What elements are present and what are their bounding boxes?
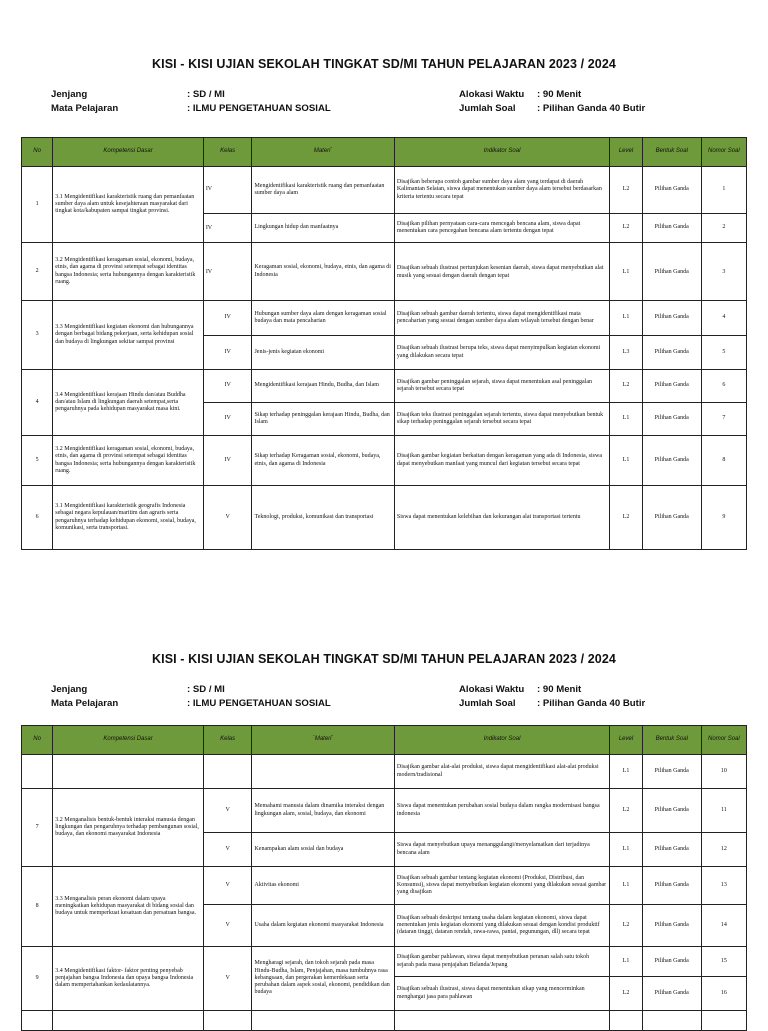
cell-bentuk: Pilihan Ganda	[642, 905, 701, 947]
cell-bentuk: Pilihan Ganda	[642, 243, 701, 301]
cell-materi: Hubungan sumber daya alam dengan keragaman sosial budaya dan mata pencaharian	[252, 301, 394, 336]
table-row	[22, 370, 747, 403]
cell-no: 9	[22, 947, 53, 1011]
col-bentuk: Bentuk Soal	[642, 138, 701, 167]
cell-bentuk: Pilihan Ganda	[642, 947, 701, 977]
table-row	[22, 867, 747, 905]
cell-indikator: Disajikan pilihan pernyataan cara-cara mencegah bencana alam, siswa dapat menentukan cara pencegahan bencana alam tertentu dengan tepat	[394, 214, 609, 243]
cell-nomor: 3	[701, 243, 746, 301]
table-row	[22, 243, 747, 301]
cell-level: L2	[610, 977, 642, 1011]
cell-indikator: Siswa dapat menentukan perubahan sosial budaya dalam rangka modernisasi bangsa indonesia	[394, 789, 609, 833]
cell-materi: Mengidentifikasi kerajaan Hindu, Budha, dan Islam	[252, 370, 394, 403]
cell-kelas: IV	[203, 436, 252, 486]
cell-kd: 3.3 Menganalisis peran ekonomi dalam upaya meningkatkan kehidupan masyarakat di bidang sosial dan budaya untuk memperkuat kesatuan dan persatuan bangsa.	[53, 867, 204, 947]
col-kelas: Kelas	[203, 138, 252, 167]
cell-nomor: 1	[701, 167, 746, 214]
col-kompetensi: Kompetensi Dasar	[53, 138, 204, 167]
cell-indikator: Disajikan sebuah ilustrasi pertunjukan kesenian daerah, siswa dapat menyebutkan alat musik yang sesuai dengan daerah dengan tepat	[394, 243, 609, 301]
cell-no: 6	[22, 486, 53, 550]
document-title: KISI - KISI UJIAN SEKOLAH TINGKAT SD/MI TAHUN PELAJARAN 2023 / 2024	[152, 57, 616, 71]
cell-level: L2	[610, 370, 642, 403]
cell-level: L2	[610, 214, 642, 243]
col-kompetensi: Kompetensi Dasar	[53, 726, 204, 755]
cell-kelas	[203, 755, 252, 789]
cell-no: 1	[22, 167, 53, 243]
cell-indikator: Disajikan sebuah ilustrasi, siswa dapat menentukan sikap yang mencerminkan menghargai jasa para pahlawan	[394, 977, 609, 1011]
cell-level: L2	[610, 905, 642, 947]
col-no: No	[22, 726, 53, 755]
cell-indikator: Siswa dapat menyebutkan upaya menanggulangi/menyelamatkan dari terjadinya bencana alam	[394, 833, 609, 867]
cell-bentuk: Pilihan Ganda	[642, 167, 701, 214]
cell-indikator: Disajikan sebuah gambar tentang kegiatan ekonomi (Produksi, Distribusi, dan Konsumsi), siswa dapat menyebutkan kegiatan ekonomi yang dilakukan sesuai gambar yang disajikan	[394, 867, 609, 905]
cell-kd: 3.3 Mengidentifikasi kegiatan ekonomi dan hubungannya dengan berbagai bidang pekerjaan, serta kehidupan sosial dan budaya di lingkungan sekitar sampai provinsi	[53, 301, 204, 370]
cell-no: 5	[22, 436, 53, 486]
cell-level: L1	[610, 301, 642, 336]
cell-level: L1	[610, 867, 642, 905]
kisi-table	[21, 725, 747, 1031]
cell-level: L1	[610, 755, 642, 789]
cell-materi: Usaha dalam kegiatan ekonomi masyarakat Indonesia	[252, 905, 394, 947]
cell-nomor: 14	[701, 905, 746, 947]
cell-bentuk: Pilihan Ganda	[642, 867, 701, 905]
cell-nomor: 15	[701, 947, 746, 977]
cell-level: L1	[610, 436, 642, 486]
cell-materi: Teknologi, produksi, komunikasi dan transportasi	[252, 486, 394, 550]
jenjang-label: Jenjang	[51, 89, 88, 100]
cell-bentuk: Pilihan Ganda	[642, 214, 701, 243]
cell-bentuk: Pilihan Ganda	[642, 833, 701, 867]
cell-bentuk: Pilihan Ganda	[642, 789, 701, 833]
jumlah-label: Jumlah Soal	[459, 698, 516, 709]
cell-no: 2	[22, 243, 53, 301]
cell-kelas: V	[203, 905, 252, 947]
document-title: KISI - KISI UJIAN SEKOLAH TINGKAT SD/MI TAHUN PELAJARAN 2023 / 2024	[152, 652, 616, 666]
cell-nomor: 10	[701, 755, 746, 789]
jumlah-value: : Pilihan Ganda 40 Butir	[537, 103, 646, 114]
cell-nomor: 13	[701, 867, 746, 905]
cell-nomor: 5	[701, 336, 746, 370]
cell-indikator: Disajikan teks ilustrasi peninggalan sejarah tertentu, siswa dapat menyebutkan bentuk sikap terhadap peninggalan sejarah tersebut secara tepat	[394, 403, 609, 436]
cell-kd: 3.1 Mengidentifikasi karakteristik ruang dan pemanfaatan sumber daya alam untuk kesejahteraan masyarakat dari tingkat kota/kabupaten sampai tingkat provinsi.	[53, 167, 204, 243]
cell-no: 8	[22, 867, 53, 947]
cell-bentuk: Pilihan Ganda	[642, 403, 701, 436]
cell-nomor: 4	[701, 301, 746, 336]
cell-indikator: Disajikan sebuah deskripsi tentang usaha dalam kegiatan ekonomi, siswa dapat menentukan jenis kegiatan ekonomi yang dilakukan sesuai dengan kondisi produktif (dataran tinggi, dataran rendah, rawa-rawa, pantai, pegunungan, dll) secara tepat	[394, 905, 609, 947]
alokasi-value: : 90 Menit	[537, 89, 582, 100]
cell-bentuk: Pilihan Ganda	[642, 336, 701, 370]
cell-kd: 3.4 Mengidentifikasi kerajaan Hindu dan/atau Buddha dan/atau Islam di lingkungan daerah setempat,serta pengaruhnya pada kehidupan masyarakat masa kini.	[53, 370, 204, 436]
cell-indikator: Disajikan gambar kegiatan berkaitan dengan keragaman yang ada di Indonesia, siswa dapat menyebutkan manfaat yang muncul dari kegiatan tersebut secara tepat	[394, 436, 609, 486]
cell-materi: Aktivitas ekonomi	[252, 867, 394, 905]
cell-indikator: Disajikan beberapa contoh gambar sumber daya alam yang terdapat di daerah Kalimantan Selatan, siswa dapat menentukan sumber daya alam tersebut berdasarkan kriteria tertentu secara tepat	[394, 167, 609, 214]
table-row	[22, 486, 747, 550]
cell-kd	[53, 755, 204, 789]
cell-kelas: IV	[203, 167, 252, 214]
table-row	[22, 789, 747, 833]
cell-nomor: 2	[701, 214, 746, 243]
cell-nomor: 11	[701, 789, 746, 833]
table-header-row	[22, 726, 747, 755]
col-indikator: Indikator Soal	[394, 138, 609, 167]
cell-bentuk: Pilihan Ganda	[642, 436, 701, 486]
cell-bentuk: Pilihan Ganda	[642, 370, 701, 403]
cell-nomor: 9	[701, 486, 746, 550]
mapel-value: : ILMU PENGETAHUAN SOSIAL	[187, 103, 331, 114]
col-materi: `Materi`	[252, 726, 394, 755]
cell-materi: Mengidentifikasi karakteristik ruang dan pemanfaatan sumber daya alam	[252, 167, 394, 214]
col-indikator: Indikator Soal	[394, 726, 609, 755]
col-nomor: Nomor Soal	[701, 726, 746, 755]
cell-materi: Mengharagi sejarah, dan tokoh sejarah pada masa Hindu-Budha, Islam, Penjajahan, masa tumbuhnya rasa kebangsaan, dan pergerakan kemerdekaan serta perubahan dalam aspek sosial, ekonomi, pendidikan dan budaya	[252, 947, 394, 1011]
table-row	[22, 947, 747, 977]
col-level: Level	[610, 138, 642, 167]
col-nomor: Nomor Soal	[701, 138, 746, 167]
cell-no: 3	[22, 301, 53, 370]
cell-kd: 3.2 Mengidentifikasi keragaman sosial, ekonomi, budaya, etnis, dan agama di provinsi setempat sebagai identitas bangsa Indonesia; serta hubungannya dengan karakteristik ruang.	[53, 243, 204, 301]
jenjang-label: Jenjang	[51, 684, 88, 695]
jumlah-label: Jumlah Soal	[459, 103, 516, 114]
cell-indikator: Siswa dapat menentukan kelebihan dan kekurangan alat transportasi tertentu	[394, 486, 609, 550]
cell-kd: 3.4 Mengidentifikasi faktor- faktor penting penyebab penjajahan bangsa Indonesia dan upaya bangsa Indonesia dalam mempertahankan kedaulatannya.	[53, 947, 204, 1011]
col-no: No	[22, 138, 53, 167]
cell-no	[22, 755, 53, 789]
cell-materi: Keragaman sosial, ekonomi, budaya, etnis, dan agama di Indonesia	[252, 243, 394, 301]
cell-level: L1	[610, 947, 642, 977]
cell-kelas: IV	[203, 214, 252, 243]
cell-nomor: 16	[701, 977, 746, 1011]
cell-level: L3	[610, 336, 642, 370]
cell-kelas: IV	[203, 336, 252, 370]
cell-kelas: V	[203, 833, 252, 867]
cell-materi: Sikap terhadap Keragaman sosial, ekonomi, budaya, etnis, dan agama di Indonesia	[252, 436, 394, 486]
cell-indikator: Disajikan gambar pahlawan, siswa dapat menyebutkan peranan salah satu tokoh sejarah pada masa penjajahan Belanda/Jepang	[394, 947, 609, 977]
cell-materi: Memahami manusia dalam dinamika interaksi dengan lingkungan alam, sosial, budaya, dan ekonomi	[252, 789, 394, 833]
cell-kelas: IV	[203, 370, 252, 403]
cell-level: L1	[610, 403, 642, 436]
cell-kelas: IV	[203, 403, 252, 436]
table-row	[22, 301, 747, 336]
table-row	[22, 436, 747, 486]
cell-nomor: 7	[701, 403, 746, 436]
mapel-value: : ILMU PENGETAHUAN SOSIAL	[187, 698, 331, 709]
cell-kd: 3.1 Mengidentifikasi karakteristik geografis Indonesia sebagai negara kepulauan/maritim dan agraris serta pengaruhnya terhadap kehidupan ekonomi, sosial, budaya, komunikasi, serta transportasi.	[53, 486, 204, 550]
cell-indikator: Disajikan sebuah ilustrasi berupa teks, siswa dapat menyimpulkan kegiatan ekonomi yang dilakukan secara tepat	[394, 336, 609, 370]
table-row	[22, 1011, 747, 1031]
col-bentuk: Bentuk Soal	[642, 726, 701, 755]
cell-materi	[252, 755, 394, 789]
cell-kd: 3.2 Mengidentifikasi keragaman sosial, ekonomi, budaya, etnis, dan agama di provinsi setempat sebagai identitas bangsa Indonesia; serta hubungannya dengan karakteristik ruang.	[53, 436, 204, 486]
mapel-label: Mata Pelajaran	[51, 698, 119, 709]
cell-no: 4	[22, 370, 53, 436]
col-level: Level	[610, 726, 642, 755]
cell-nomor: 8	[701, 436, 746, 486]
cell-materi: Lingkungan hidup dan manfaatnya	[252, 214, 394, 243]
cell-kelas: V	[203, 867, 252, 905]
cell-kelas: V	[203, 789, 252, 833]
cell-level: L1	[610, 833, 642, 867]
cell-nomor: 12	[701, 833, 746, 867]
col-kelas: Kelas	[203, 726, 252, 755]
table-row	[22, 167, 747, 214]
mapel-label: Mata Pelajaran	[51, 103, 119, 114]
alokasi-value: : 90 Menit	[537, 684, 582, 695]
cell-level: L2	[610, 789, 642, 833]
cell-nomor: 6	[701, 370, 746, 403]
col-materi: Materi`	[252, 138, 394, 167]
cell-materi: Jenis-jenis kegiatan ekonomi	[252, 336, 394, 370]
cell-bentuk: Pilihan Ganda	[642, 301, 701, 336]
cell-bentuk: Pilihan Ganda	[642, 486, 701, 550]
cell-bentuk: Pilihan Ganda	[642, 977, 701, 1011]
cell-kelas: IV	[203, 243, 252, 301]
cell-kd: 3.2 Menganalisis bentuk-bentuk interaksi manusia dengan lingkungan dan pengaruhnya terhadap pembangunan sosial, budaya, dan ekonomi masyarakat Indonesia	[53, 789, 204, 867]
jenjang-value: : SD / MI	[187, 684, 225, 695]
kisi-table	[21, 137, 747, 550]
alokasi-label: Alokasi Waktu	[459, 89, 525, 100]
cell-bentuk: Pilihan Ganda	[642, 755, 701, 789]
alokasi-label: Alokasi Waktu	[459, 684, 525, 695]
cell-level: L2	[610, 486, 642, 550]
cell-kelas: V	[203, 947, 252, 1011]
cell-level: L2	[610, 167, 642, 214]
cell-kelas: V	[203, 486, 252, 550]
cell-no: 7	[22, 789, 53, 867]
table-row	[22, 755, 747, 789]
jumlah-value: : Pilihan Ganda 40 Butir	[537, 698, 646, 709]
cell-materi: Kenampakan alam sosial dan budaya	[252, 833, 394, 867]
table-header-row	[22, 138, 747, 167]
cell-kelas: IV	[203, 301, 252, 336]
cell-indikator: Disajikan gambar alat-alat produksi, siswa dapat mengidentifikasi alat-alat produksi modern/tradisional	[394, 755, 609, 789]
cell-indikator: Disajikan gambar peninggalan sejarah, siswa dapat menentukan asal peninggalan sejarah tersebut secara tepat	[394, 370, 609, 403]
cell-indikator: Disajikan sebuah gambar daerah tertentu, siswa dapat mengidentifikasi mata pencaharian yang sesuai dengan sumber daya alam wilayah tersebut dengan benar	[394, 301, 609, 336]
cell-materi: Sikap terhadap peninggalan kerajaan Hindu, Budha, dan Islam	[252, 403, 394, 436]
cell-level: L1	[610, 243, 642, 301]
jenjang-value: : SD / MI	[187, 89, 225, 100]
